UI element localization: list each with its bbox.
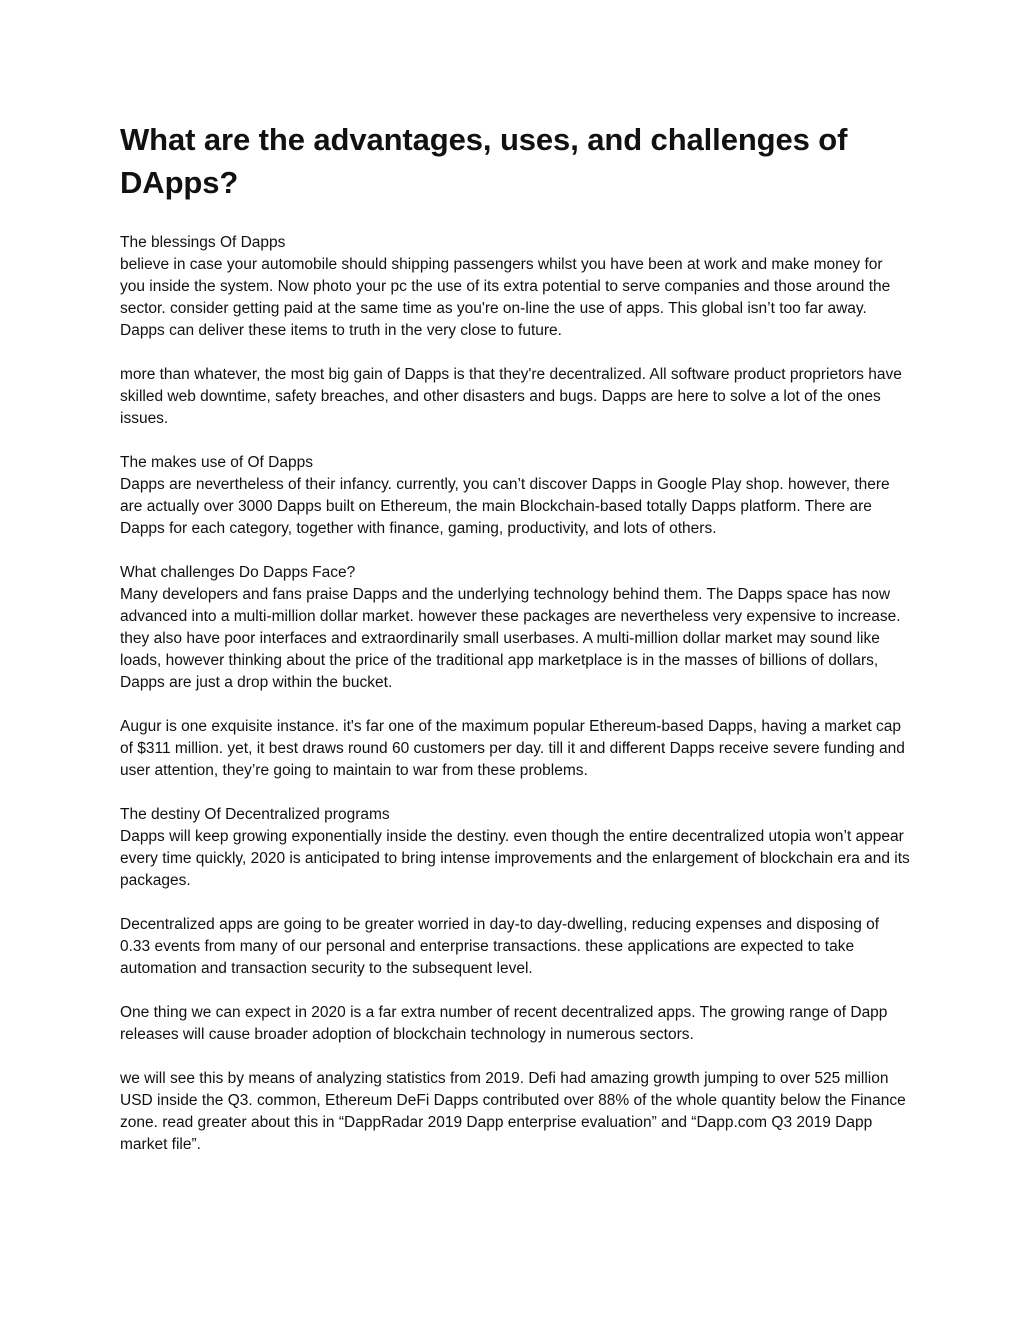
document-page bbox=[120, 118, 910, 1178]
section-future bbox=[120, 804, 910, 892]
section-body: Dapps are nevertheless of their infancy. currently, you can’t discover Dapps in Google Play shop. however, there are actually over 3000 Dapps built on Ethereum, the main Blockchain-based totally Dapps platform. There are Dapps for each category, together with finance, gaming, productivity, and lots of others. bbox=[120, 476, 890, 537]
section-body: more than whatever, the most big gain of Dapps is that they're decentralized. All software product proprietors have skilled web downtime, safety breaches, and other disasters and bugs. Dapps are here to solve a lot of the ones issues. bbox=[120, 366, 902, 427]
document-title: What are the advantages, uses, and challenges of DApps? bbox=[120, 122, 848, 200]
section-augur bbox=[120, 716, 910, 782]
section-body: Many developers and fans praise Dapps and the underlying technology behind them. The Dapps space has now advanced into a multi-million dollar market. however these packages are nevertheless very expensive to increase. they also have poor interfaces and extraordinarily small userbases. A multi-million dollar market may sound like loads, however thinking about the price of the traditional app marketplace is in the masses of billions of dollars, Dapps are just a drop within the bucket. bbox=[120, 586, 901, 691]
section-challenges bbox=[120, 562, 910, 694]
section-heading: The blessings Of Dapps bbox=[120, 234, 286, 251]
section-blessings bbox=[120, 232, 910, 342]
section-heading: The destiny Of Decentralized programs bbox=[120, 806, 390, 823]
section-body: Dapps will keep growing exponentially inside the destiny. even though the entire decentralized utopia won’t appear every time quickly, 2020 is anticipated to bring intense improvements and the enlargement of blockchain era and its packages. bbox=[120, 828, 910, 889]
section-body: Augur is one exquisite instance. it's far one of the maximum popular Ethereum-based Dapps, having a market cap of $311 million. yet, it best draws round 60 customers per day. till it and different Dapps receive severe funding and user attention, they’re going to maintain to war from these problems. bbox=[120, 718, 905, 779]
section-uses bbox=[120, 452, 910, 540]
section-body: Decentralized apps are going to be greater worried in day-to day-dwelling, reducing expenses and disposing of 0.33 events from many of our personal and enterprise transactions. these applications are expected to take automation and transaction security to the subsequent level. bbox=[120, 916, 880, 977]
section-statistics bbox=[120, 1068, 910, 1156]
section-daily-living bbox=[120, 914, 910, 980]
section-heading: The makes use of Of Dapps bbox=[120, 454, 313, 471]
section-heading: What challenges Do Dapps Face? bbox=[120, 564, 356, 581]
section-decentralized-gain bbox=[120, 364, 910, 430]
section-body: believe in case your automobile should shipping passengers whilst you have been at work and make money for you inside the system. Now photo your pc the use of its extra potential to serve companies and those around the sector. consider getting paid at the same time as you're on-line the use of apps. This global isn’t too far away. Dapps can deliver these items to truth in the very close to future. bbox=[120, 256, 891, 339]
section-body: One thing we can expect in 2020 is a far extra number of recent decentralized apps. The growing range of Dapp releases will cause broader adoption of blockchain technology in numerous sectors. bbox=[120, 1004, 888, 1043]
section-body: we will see this by means of analyzing statistics from 2019. Defi had amazing growth jumping to over 525 million USD inside the Q3. common, Ethereum DeFi Dapps contributed over 88% of the whole quantity below the Finance zone. read greater about this in “DappRadar 2019 Dapp enterprise evaluation” and “Dapp.com Q3 2019 Dapp market file”. bbox=[120, 1070, 906, 1153]
section-2020-expectations bbox=[120, 1002, 910, 1046]
